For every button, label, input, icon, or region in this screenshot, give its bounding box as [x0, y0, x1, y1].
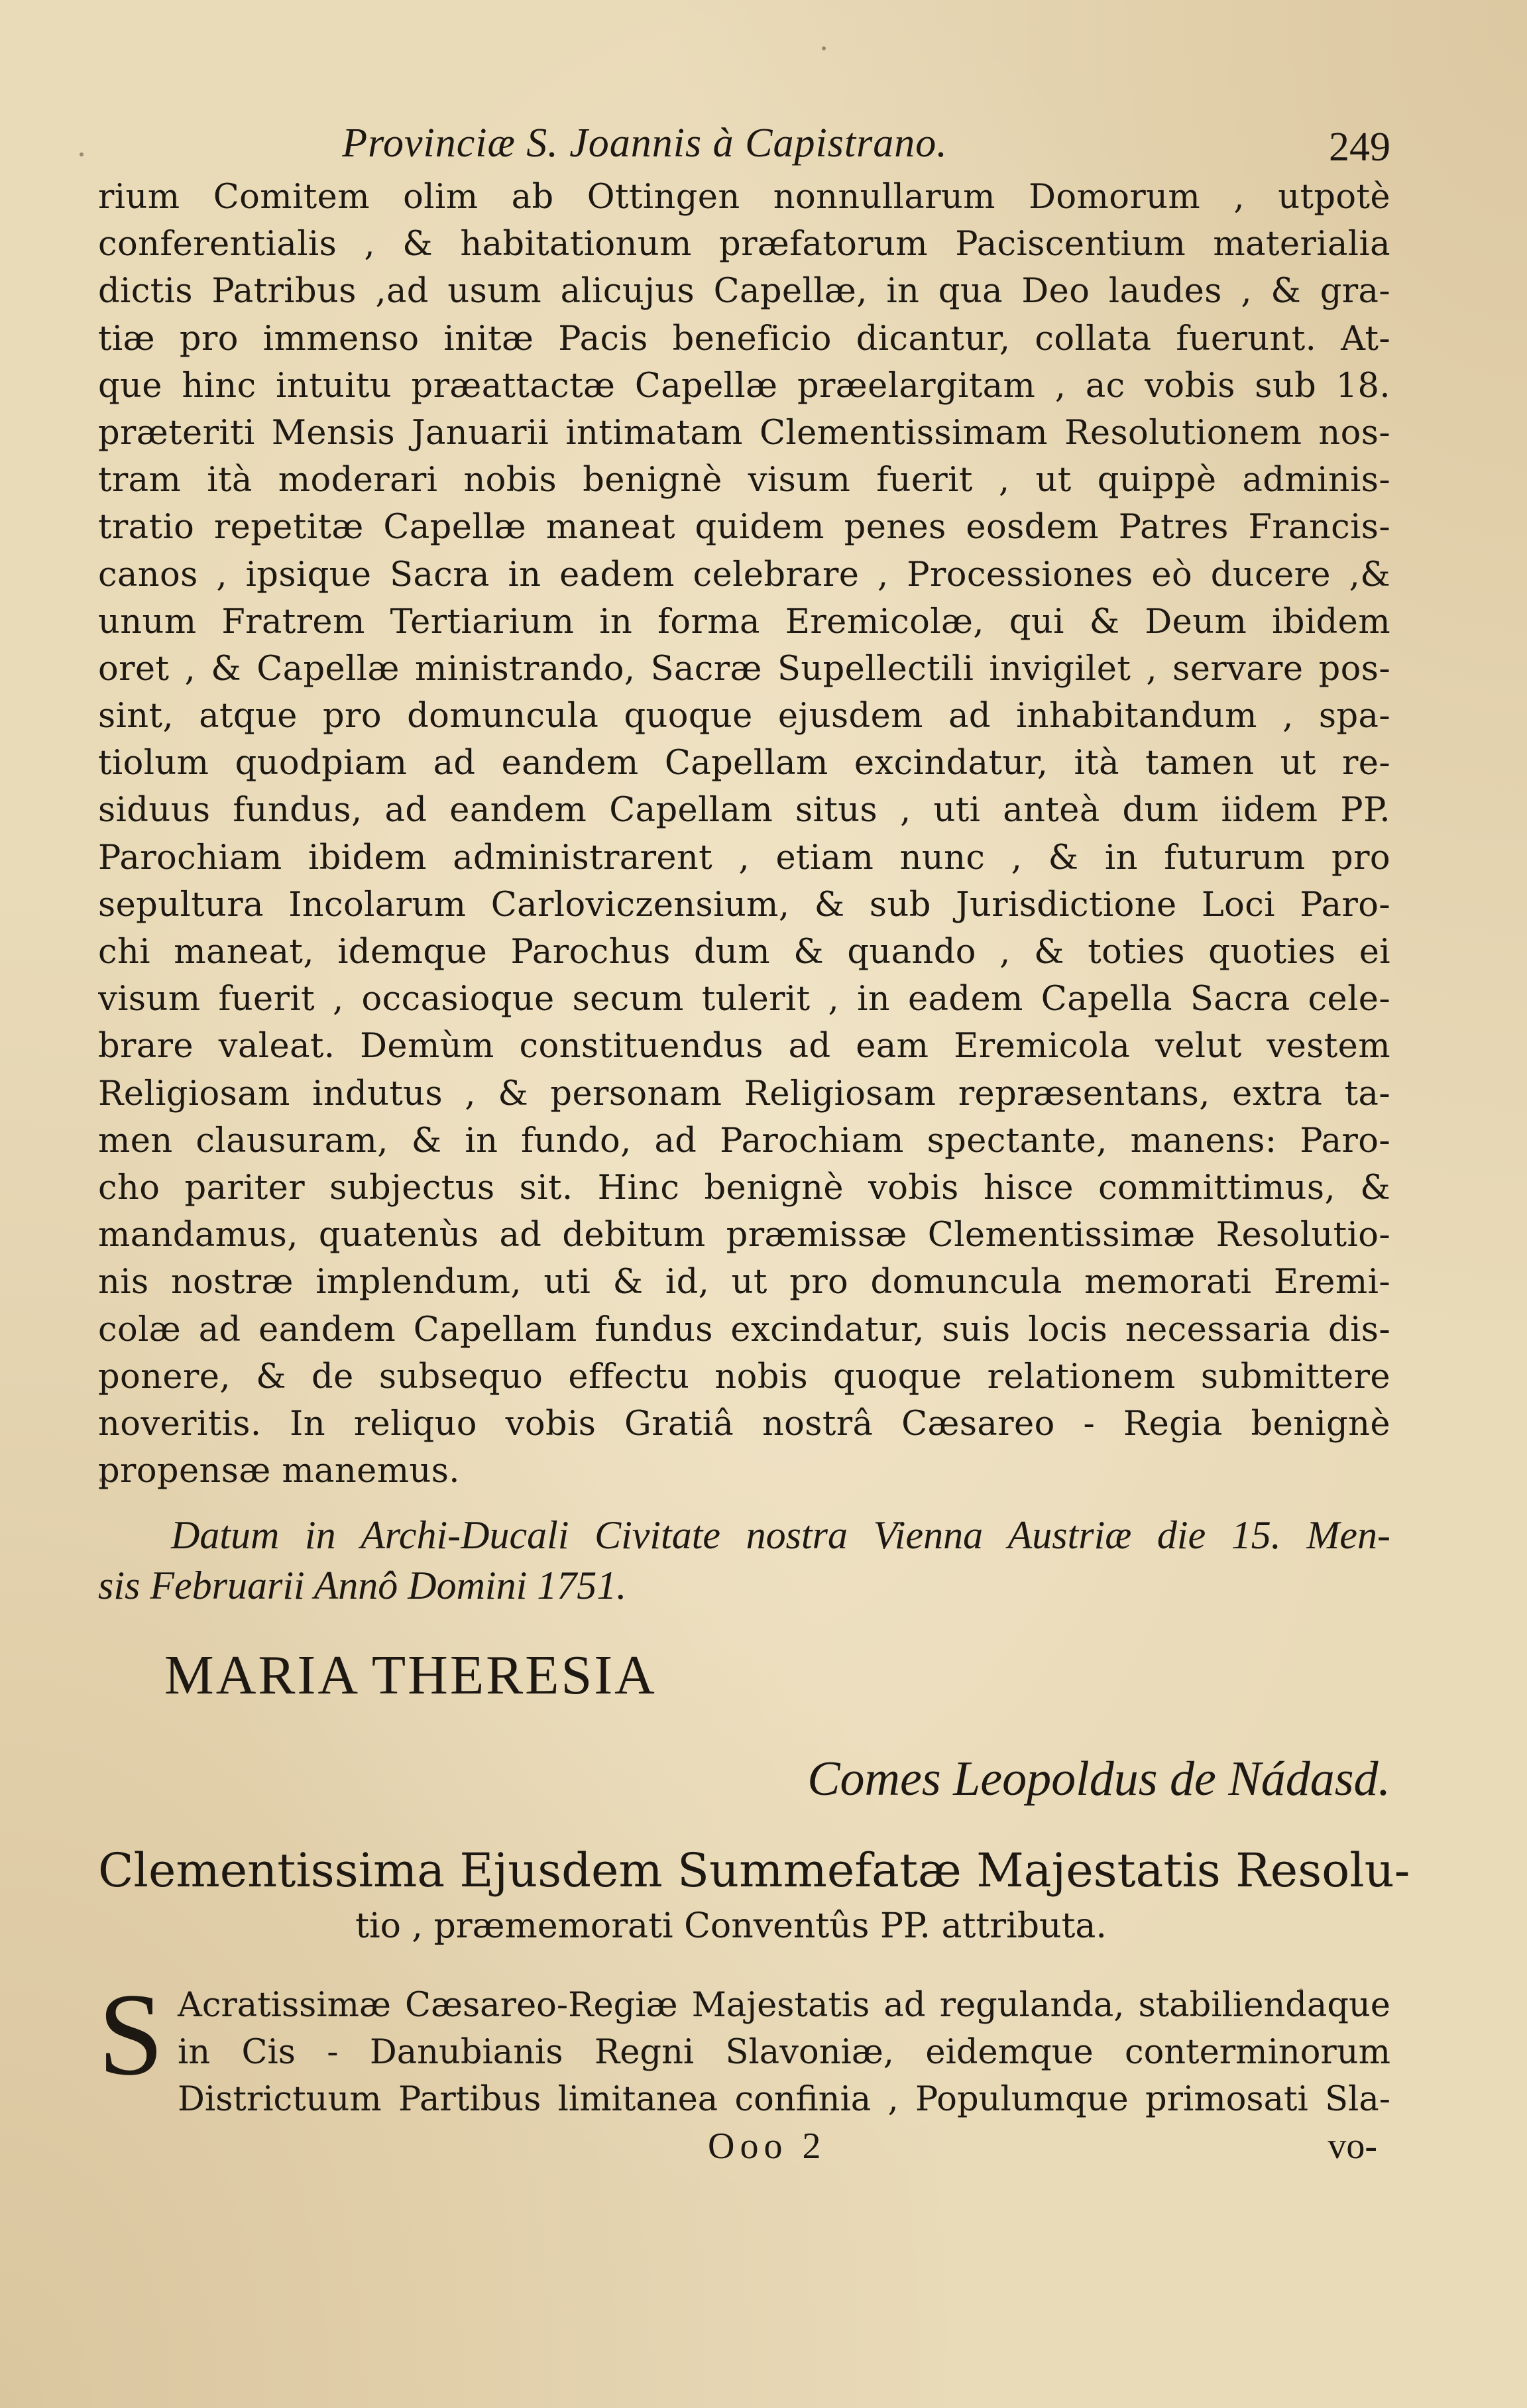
text-line: ponere, & de subsequo effectu nobis quoque relationem submittere — [98, 1357, 1390, 1397]
text-line: sepultura Incolarum Carloviczensium, & sub Jurisdictione Loci Paro- — [98, 885, 1390, 925]
signature-mark: Ooo 2 — [708, 2126, 826, 2167]
text-line: que hinc intuitu præattactæ Capellæ præelargitam , ac vobis sub 18. — [98, 366, 1390, 406]
text-line: præteriti Mensis Januarii intimatam Clementissimam Resolutionem nos- — [98, 413, 1390, 453]
running-head — [98, 111, 1390, 175]
drop-cap: S — [98, 1969, 164, 2100]
text-line: sint, atque pro domuncula quoque ejusdem ad inhabitandum , spa- — [98, 697, 1390, 736]
body-paragraph — [98, 174, 1390, 1495]
sovereign-signature: MARIA THERESIA — [164, 1644, 657, 1706]
text-line: Religiosam indutus , & personam Religiosam repræsentans, extra ta- — [98, 1074, 1390, 1114]
text-line: tiolum quodpiam ad eandem Capellam excindatur, ità tamen ut re- — [98, 744, 1390, 783]
text-line: Parochiam ibidem administrarent , etiam nunc , & in futurum pro — [98, 838, 1390, 878]
text-line: mandamus, quatenùs ad debitum præmissæ Clementissimæ Resolutio- — [98, 1216, 1390, 1255]
text-line: colæ ad eandem Capellam fundus excindatur, suis locis necessaria dis- — [98, 1310, 1390, 1349]
catchword: vo- — [1328, 2126, 1377, 2167]
page-footer — [98, 2121, 1390, 2174]
page-number: 249 — [1329, 125, 1390, 170]
text-line: men clausuram, & in fundo, ad Parochiam spectante, manens: Paro- — [98, 1121, 1390, 1161]
text-line: cho pariter subjectus sit. Hinc benignè vobis hisce committimus, & — [98, 1168, 1390, 1208]
text-line: tram ità moderari nobis benignè visum fuerit , ut quippè adminis- — [98, 461, 1390, 500]
paper-speck — [822, 46, 826, 50]
text-line: unum Fratrem Tertiarium in forma Eremicolæ, qui & Deum ibidem — [98, 602, 1390, 642]
text-line: oret , & Capellæ ministrando, Sacræ Supellectili invigilet , servare pos- — [98, 649, 1390, 689]
heading-line: tio , præmemorati Conventûs PP. attributa. — [355, 1906, 1107, 1946]
dateline-line: Datum in Archi-Ducali Civitate nostra Vienna Austriæ die 15. Men- — [171, 1513, 1390, 1557]
countersignature: Comes Leopoldus de Nádasd. — [807, 1752, 1390, 1806]
text-line: in Cis - Danubianis Regni Slavoniæ, eidemque conterminorum — [178, 2033, 1390, 2072]
running-title: Provinciæ S. Joannis à Capistrano. — [342, 121, 948, 166]
section-heading — [98, 1843, 1410, 1954]
heading-line: Clementissima Ejusdem Summefatæ Majestatis Resolu- — [98, 1843, 1410, 1898]
text-line: Acratissimæ Cæsareo-Regiæ Majestatis ad regulanda, stabiliendaque — [178, 1986, 1390, 2025]
text-line: rium Comitem olim ab Ottingen nonnullarum Domorum , utpotè — [98, 178, 1390, 217]
text-line: brare valeat. Demùm constituendus ad eam Eremicola velut vestem — [98, 1027, 1390, 1066]
dateline-line: sis Februarii Annô Domini 1751. — [98, 1564, 627, 1607]
text-line: tratio repetitæ Capellæ maneat quidem penes eosdem Patres Francis- — [98, 508, 1390, 547]
text-line: noveritis. In reliquo vobis Gratiâ nostrâ Cæsareo - Regia benignè — [98, 1404, 1390, 1444]
resolution-paragraph — [98, 1969, 1390, 2123]
text-line: conferentialis , & habitationum præfatorum Paciscentium materialia — [98, 225, 1390, 264]
text-line: chi maneat, idemque Parochus dum & quando , & toties quoties ei — [98, 933, 1390, 972]
paper-speck — [99, 1478, 103, 1482]
paper-speck — [1299, 1988, 1303, 1992]
text-line: propensæ manemus. — [98, 1452, 460, 1491]
dateline — [98, 1510, 1390, 1611]
text-line: siduus fundus, ad eandem Capellam situs , uti anteà dum iidem PP. — [98, 791, 1390, 831]
text-line: canos , ipsique Sacra in eadem celebrare , Processiones eò ducere ,& — [98, 555, 1390, 595]
text-line: Districtuum Partibus limitanea confinia , Populumque primosati Sla- — [178, 2080, 1390, 2119]
text-line: nis nostræ implendum, uti & id, ut pro domuncula memorati Eremi- — [98, 1263, 1390, 1302]
text-line: visum fuerit , occasioque secum tulerit , in eadem Capella Sacra cele- — [98, 980, 1390, 1019]
text-line: dictis Patribus ,ad usum alicujus Capellæ, in qua Deo laudes , & gra- — [98, 272, 1390, 312]
paper-speck — [80, 152, 84, 156]
text-line: tiæ pro immenso initæ Pacis beneficio dicantur, collata fuerunt. At- — [98, 319, 1390, 359]
